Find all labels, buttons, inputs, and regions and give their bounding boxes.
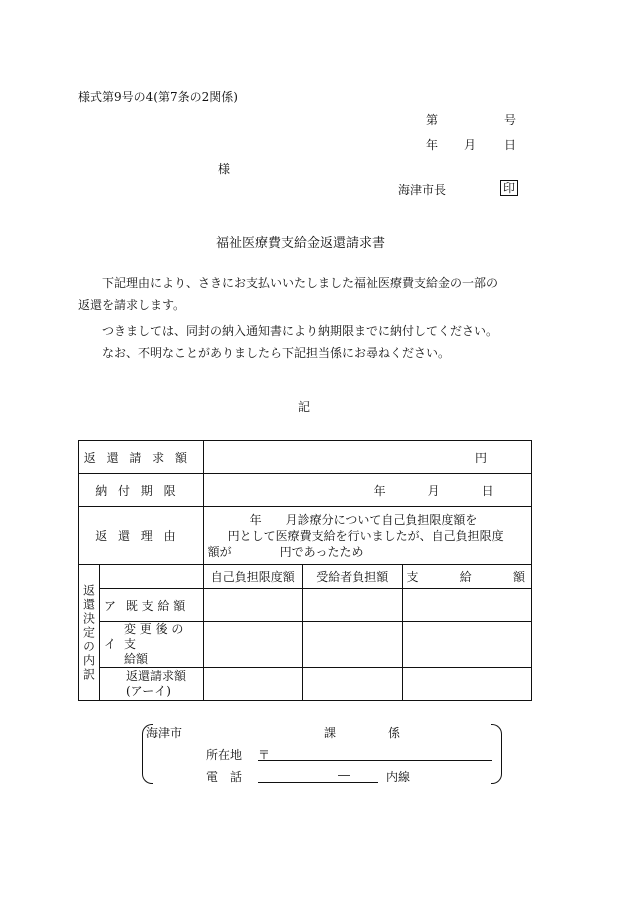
- item-c-burden-cell: [303, 668, 402, 701]
- col-header-limit: 自己負担限度額: [203, 565, 302, 589]
- right-bracket: [491, 724, 502, 784]
- address-label: 所在地: [206, 748, 243, 762]
- breakdown-side-label: 返還決定の内訳: [79, 565, 100, 701]
- contact-city: 海津市: [146, 726, 183, 740]
- amount-unit: 円: [474, 450, 487, 465]
- ki-heading: 記: [298, 400, 311, 414]
- doc-number-prefix: 第: [426, 113, 439, 127]
- date-day: 日: [504, 138, 517, 152]
- deadline-month: 月: [427, 484, 440, 498]
- col-header-burden: 受給者負担額: [303, 565, 402, 589]
- sender-name: 海津市長: [398, 183, 447, 197]
- deadline-day: 日: [481, 484, 494, 498]
- item-c-label-cell: 返還請求額 (アーイ): [99, 668, 203, 701]
- amount-value-cell: [203, 441, 531, 474]
- phone-dash: ―: [338, 768, 350, 782]
- phone-line: [258, 766, 378, 783]
- request-table: [78, 440, 532, 701]
- item-a-payment-cell: [402, 589, 531, 622]
- extension-label: 内線: [386, 770, 411, 784]
- doc-number-suffix: 号: [504, 113, 517, 127]
- item-a-limit-cell: [203, 589, 302, 622]
- body-line-4: なお、不明なことがありましたら下記担当係にお尋ねください。: [102, 346, 451, 360]
- contact-box: [142, 724, 502, 782]
- table-row: [79, 668, 532, 701]
- deadline-year: 年: [373, 484, 386, 498]
- reason-line-1: 年 月診療分について自己負担限度額を: [249, 512, 478, 527]
- table-row: [79, 622, 532, 668]
- reason-value-cell: [203, 507, 531, 565]
- item-b-burden-cell: [303, 622, 402, 668]
- deadline-value-cell: [203, 474, 531, 507]
- table-row: [79, 589, 532, 622]
- date-year: 年: [426, 138, 439, 152]
- row-label-reason: 返還理由: [79, 507, 204, 565]
- reason-line-2: 円として医療費支給を行いましたが、自己負担限度: [227, 528, 504, 543]
- body-text: [78, 272, 538, 364]
- item-b-limit-cell: [203, 622, 302, 668]
- row-label-deadline: 納付期限: [79, 474, 204, 507]
- date-month: 月: [464, 138, 477, 152]
- form-number: 様式第9号の4(第7条の2関係): [78, 90, 238, 104]
- table-row: [79, 474, 532, 507]
- address-line: [258, 744, 492, 761]
- item-b-payment-cell: [402, 622, 531, 668]
- table-row: [79, 507, 532, 565]
- table-row: [79, 441, 532, 474]
- body-line-1: 下記理由により、さきにお支払いいたしました福祉医療費支給金の一部の: [102, 276, 499, 290]
- row-label-amount: 返還請求額: [79, 441, 204, 474]
- postal-mark: 〒: [258, 748, 271, 762]
- phone-label: 電 話: [206, 770, 243, 784]
- item-b-label-cell: イ 変 更 後 の 支 給額: [99, 622, 203, 668]
- contact-department: 課: [324, 726, 337, 740]
- item-a-burden-cell: [303, 589, 402, 622]
- header-blank-cell: [99, 565, 203, 589]
- recipient-honorific: 様: [218, 162, 231, 176]
- contact-section: 係: [388, 726, 401, 740]
- item-c-limit-cell: [203, 668, 302, 701]
- table-row: [79, 565, 532, 589]
- document-title: 福祉医療費支給金返還請求書: [216, 236, 386, 251]
- seal-mark: 印: [500, 180, 518, 196]
- body-line-3: つきましては、同封の納入通知書により納期限までに納付してください。: [102, 324, 499, 338]
- body-line-2: 返還を請求します。: [78, 298, 186, 312]
- item-c-payment-cell: [402, 668, 531, 701]
- col-header-payment: 支 給 額: [402, 565, 531, 589]
- item-a-label: 既 支 給 額: [125, 598, 186, 613]
- reason-line-3: 額が 円であったため: [207, 544, 364, 559]
- item-a-label-cell: ア 既 支 給 額: [99, 589, 203, 622]
